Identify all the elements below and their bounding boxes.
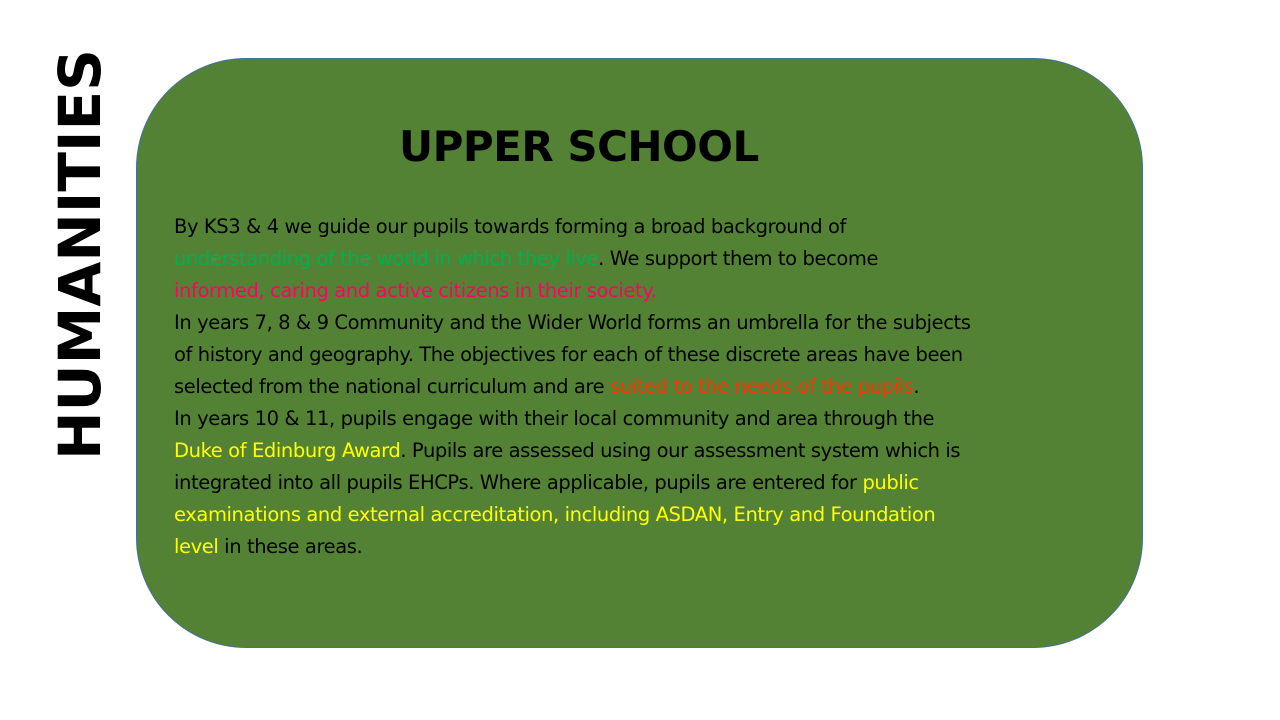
body-line — [174, 211, 1119, 243]
text-segment: selected from the national curriculum and are — [174, 375, 610, 398]
panel-title: UPPER SCHOOL — [399, 122, 759, 171]
text-segment: . — [913, 375, 920, 398]
body-line — [174, 467, 1119, 499]
highlight-text: public — [862, 471, 919, 494]
text-segment: . We support them to become — [598, 247, 879, 270]
highlight-text: suited to the needs of the pupils — [609, 375, 914, 398]
body-line — [174, 435, 1119, 467]
body-line — [174, 531, 1119, 563]
text-segment: of history and geography. The objectives for each of these discrete areas have been — [174, 343, 963, 366]
body-line — [174, 307, 1119, 339]
highlight-text: level — [174, 535, 219, 558]
text-segment: In years 10 & 11, pupils engage with their local community and area through the — [174, 407, 935, 430]
body-line — [174, 371, 1119, 403]
panel-body — [174, 211, 1119, 563]
highlight-text: Duke of Edinburg Award — [174, 439, 401, 462]
body-line — [174, 499, 1119, 531]
highlight-text: informed, caring and active citizens in their society. — [174, 279, 657, 302]
highlight-text: understanding of the world in which they live — [174, 247, 599, 270]
text-segment: . Pupils are assessed using our assessment system which is — [400, 439, 961, 462]
body-line — [174, 243, 1119, 275]
content-panel — [136, 58, 1143, 648]
side-title: HUMANITIES — [46, 49, 114, 460]
body-line — [174, 403, 1119, 435]
text-segment: in these areas. — [218, 535, 363, 558]
body-line — [174, 339, 1119, 371]
text-segment: By KS3 & 4 we guide our pupils towards forming a broad background of — [174, 215, 846, 238]
body-line — [174, 275, 1119, 307]
text-segment: integrated into all pupils EHCPs. Where applicable, pupils are entered for — [174, 471, 863, 494]
text-segment: In years 7, 8 & 9 Community and the Wider World forms an umbrella for the subjects — [174, 311, 971, 334]
highlight-text: examinations and external accreditation, including ASDAN, Entry and Foundation — [174, 503, 936, 526]
